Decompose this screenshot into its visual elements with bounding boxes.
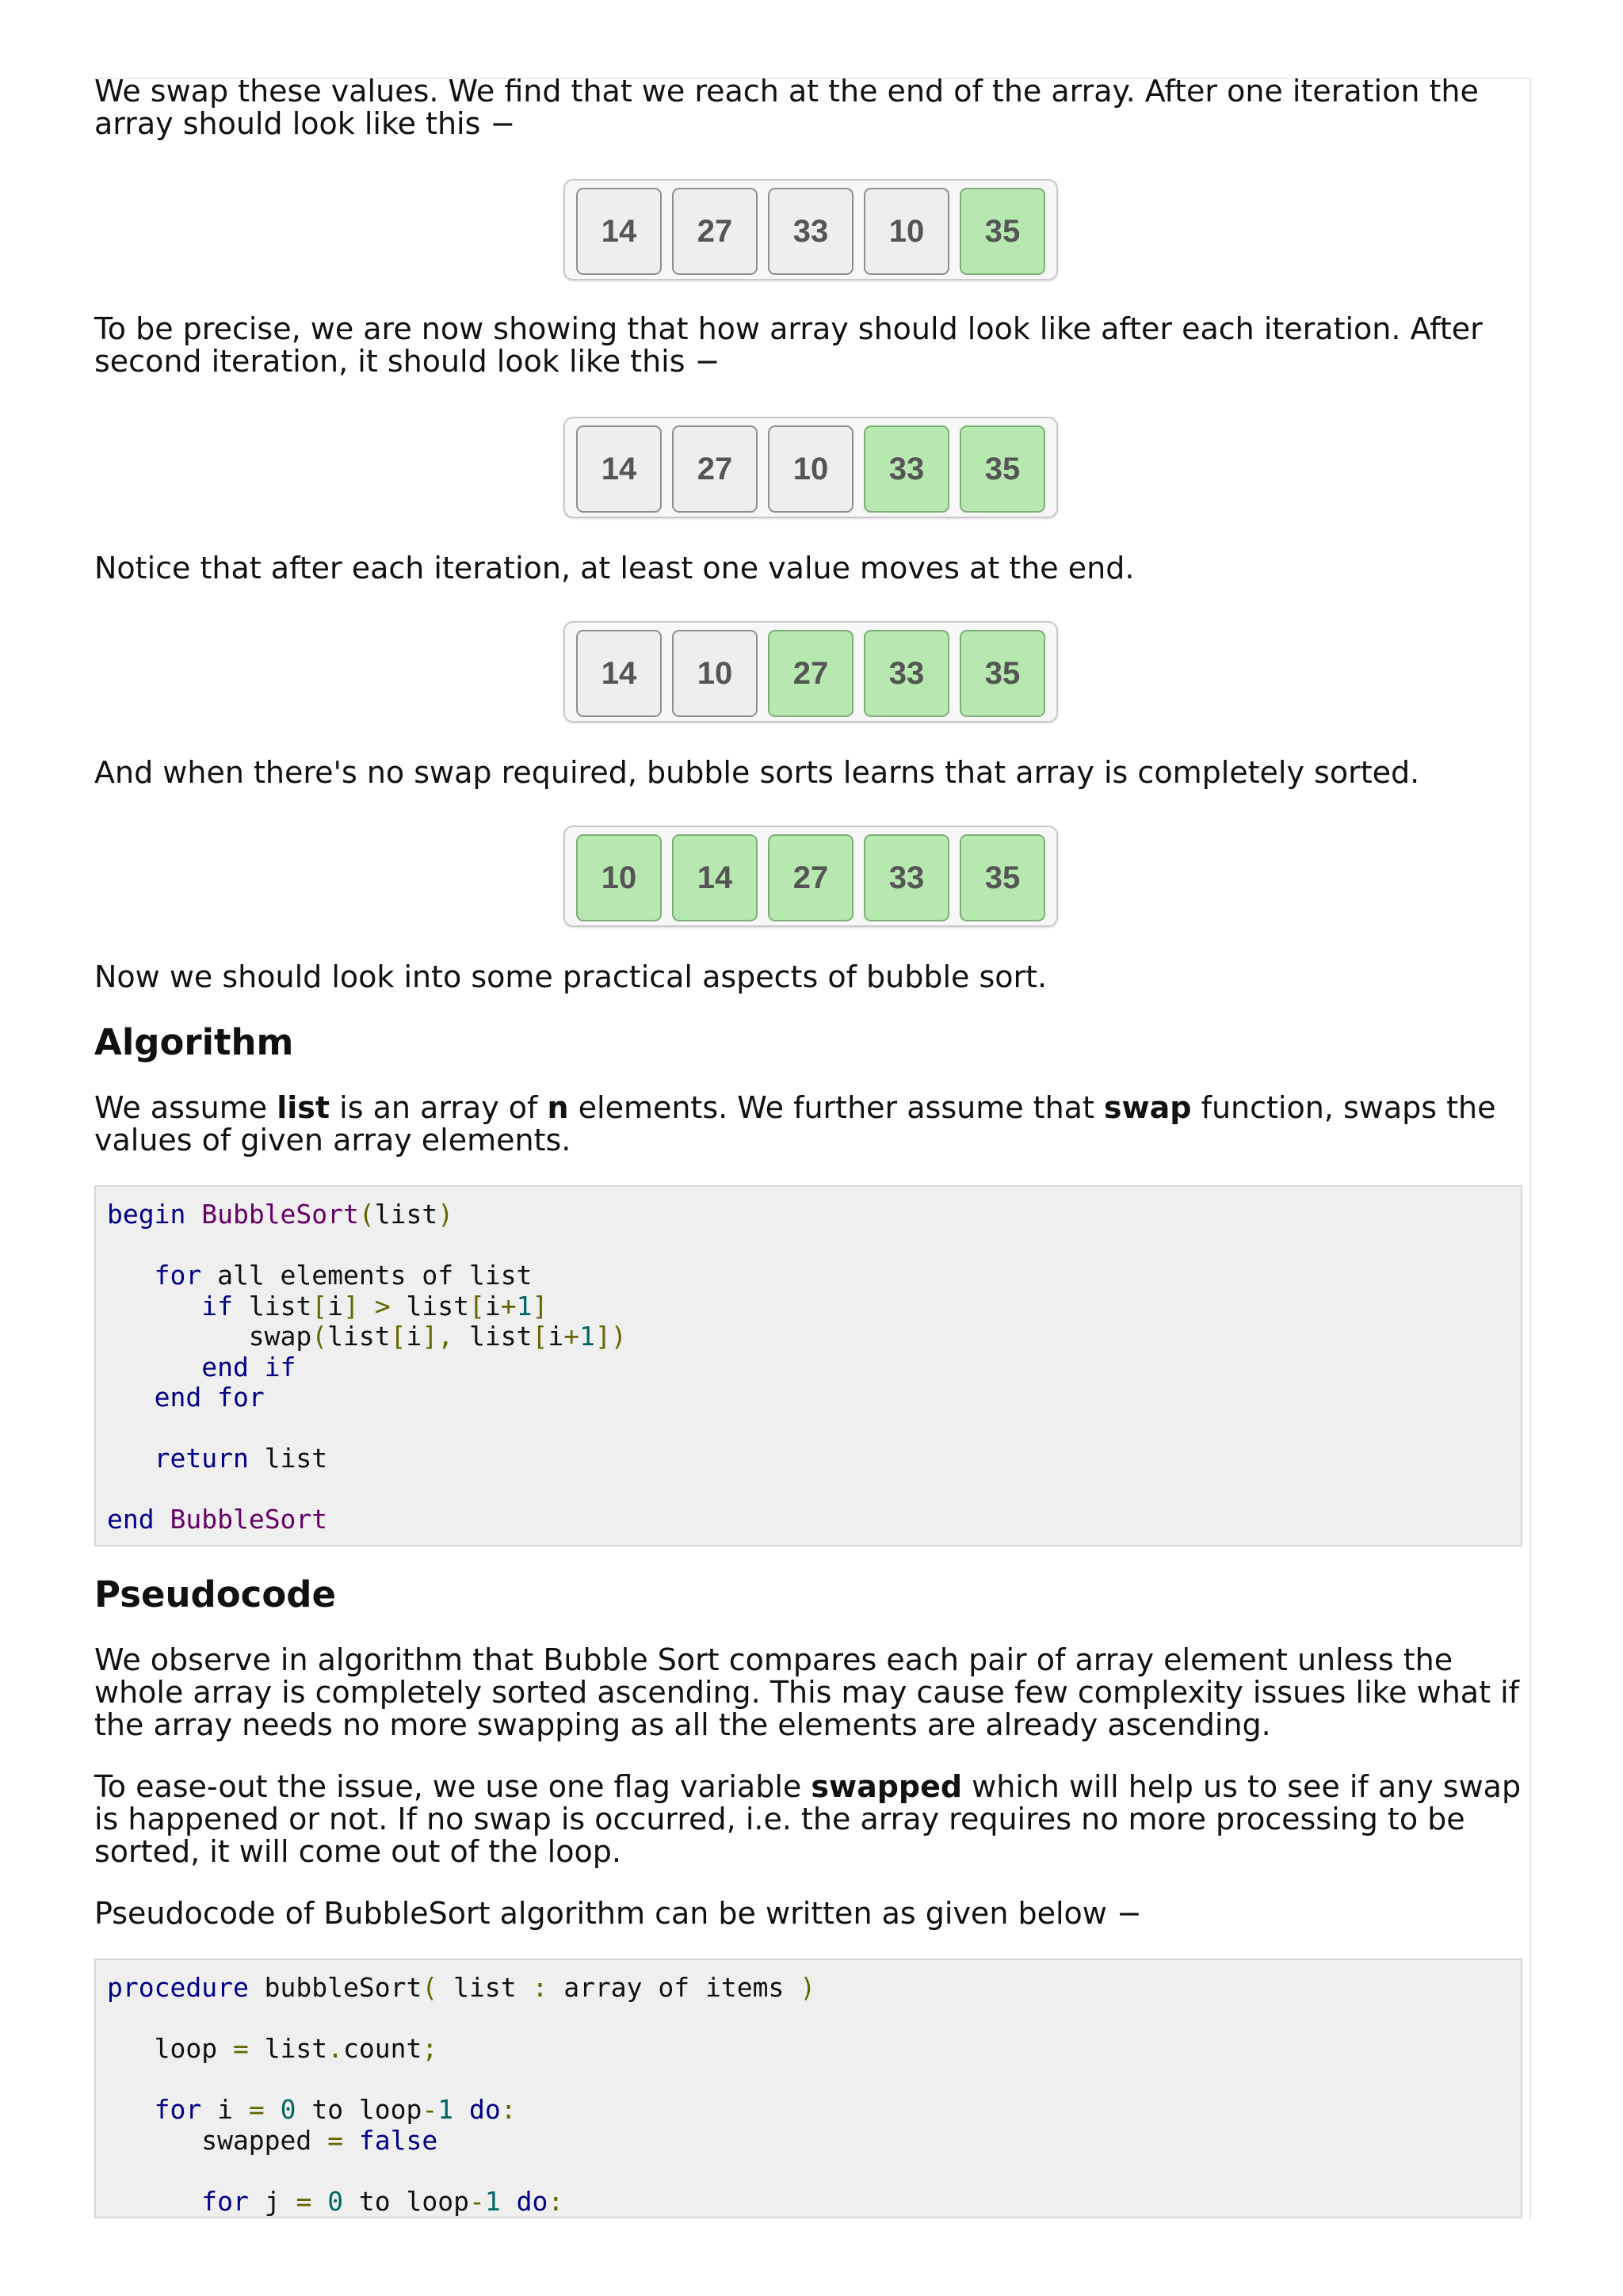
array-cell: 33	[768, 188, 854, 275]
pseudocode-code-block: procedure bubbleSort( list : array of items ) loop = list.count; for i = 0 to loop-1 do: swapped = false for j = 0 to loop-1 do:	[94, 1958, 1522, 2218]
array-cell: 14	[576, 425, 662, 513]
array-cell: 27	[672, 425, 758, 513]
para-precise: To be precise, we are now showing that how array should look like after each iteration. After second iteration, it should look like this −	[94, 311, 1483, 379]
algorithm-code-block: begin BubbleSort(list) for all elements of list if list[i] > list[i+1] swap(list[i], list[i+1]) end if end for return list end BubbleSort	[94, 1185, 1522, 1547]
array-sorted	[563, 826, 1058, 927]
para-end-of-array: We swap these values. We find that we reach at the end of the array. After one iteration the array should look like this −	[94, 74, 1479, 141]
array-cell: 10	[672, 630, 758, 717]
array-cell: 14	[576, 630, 662, 717]
para-no-swap: And when there's no swap required, bubble sorts learns that array is completely sorted.	[94, 755, 1420, 790]
array-cell: 10	[768, 425, 854, 513]
array-iteration-3	[563, 621, 1058, 723]
para-notice: Notice that after each iteration, at least one value moves at the end.	[94, 551, 1135, 585]
array-cell-sorted: 35	[960, 425, 1045, 513]
algorithm-intro: We assume list is an array of n elements. We further assume that swap function, swaps the values of given array elements.	[94, 1090, 1496, 1158]
array-iteration-2	[563, 417, 1058, 518]
pseudocode-flag-para: To ease-out the issue, we use one flag variable swapped which will help us to see if any swap is happened or not. If no swap is occurred, i.e. the array requires no more processing to be sorted, it will come out of the loop.	[94, 1769, 1522, 1869]
array-cell: 27	[672, 188, 758, 275]
algorithm-heading: Algorithm	[94, 1021, 294, 1063]
array-cell: 10	[864, 188, 949, 275]
array-cell-sorted: 35	[960, 834, 1045, 921]
pseudocode-heading: Pseudocode	[94, 1573, 336, 1615]
array-iteration-1	[563, 179, 1058, 280]
array-cell-sorted: 10	[576, 834, 662, 921]
array-cell-sorted: 33	[864, 834, 949, 921]
array-cell-sorted: 35	[960, 188, 1045, 275]
array-cell-sorted: 27	[768, 834, 854, 921]
para-practical: Now we should look into some practical aspects of bubble sort.	[94, 959, 1048, 994]
array-cell-sorted: 33	[864, 425, 949, 513]
pseudocode-lead: Pseudocode of BubbleSort algorithm can be written as given below −	[94, 1896, 1142, 1931]
pseudocode-intro: We observe in algorithm that Bubble Sort compares each pair of array element unless the whole array is completely sorted ascending. This may cause few complexity issues like what if the array needs no more swapping as all the elements are already ascending.	[94, 1642, 1520, 1742]
array-cell-sorted: 35	[960, 630, 1045, 717]
array-cell-sorted: 33	[864, 630, 949, 717]
array-cell-sorted: 27	[768, 630, 854, 717]
array-cell-sorted: 14	[672, 834, 758, 921]
array-cell: 14	[576, 188, 662, 275]
